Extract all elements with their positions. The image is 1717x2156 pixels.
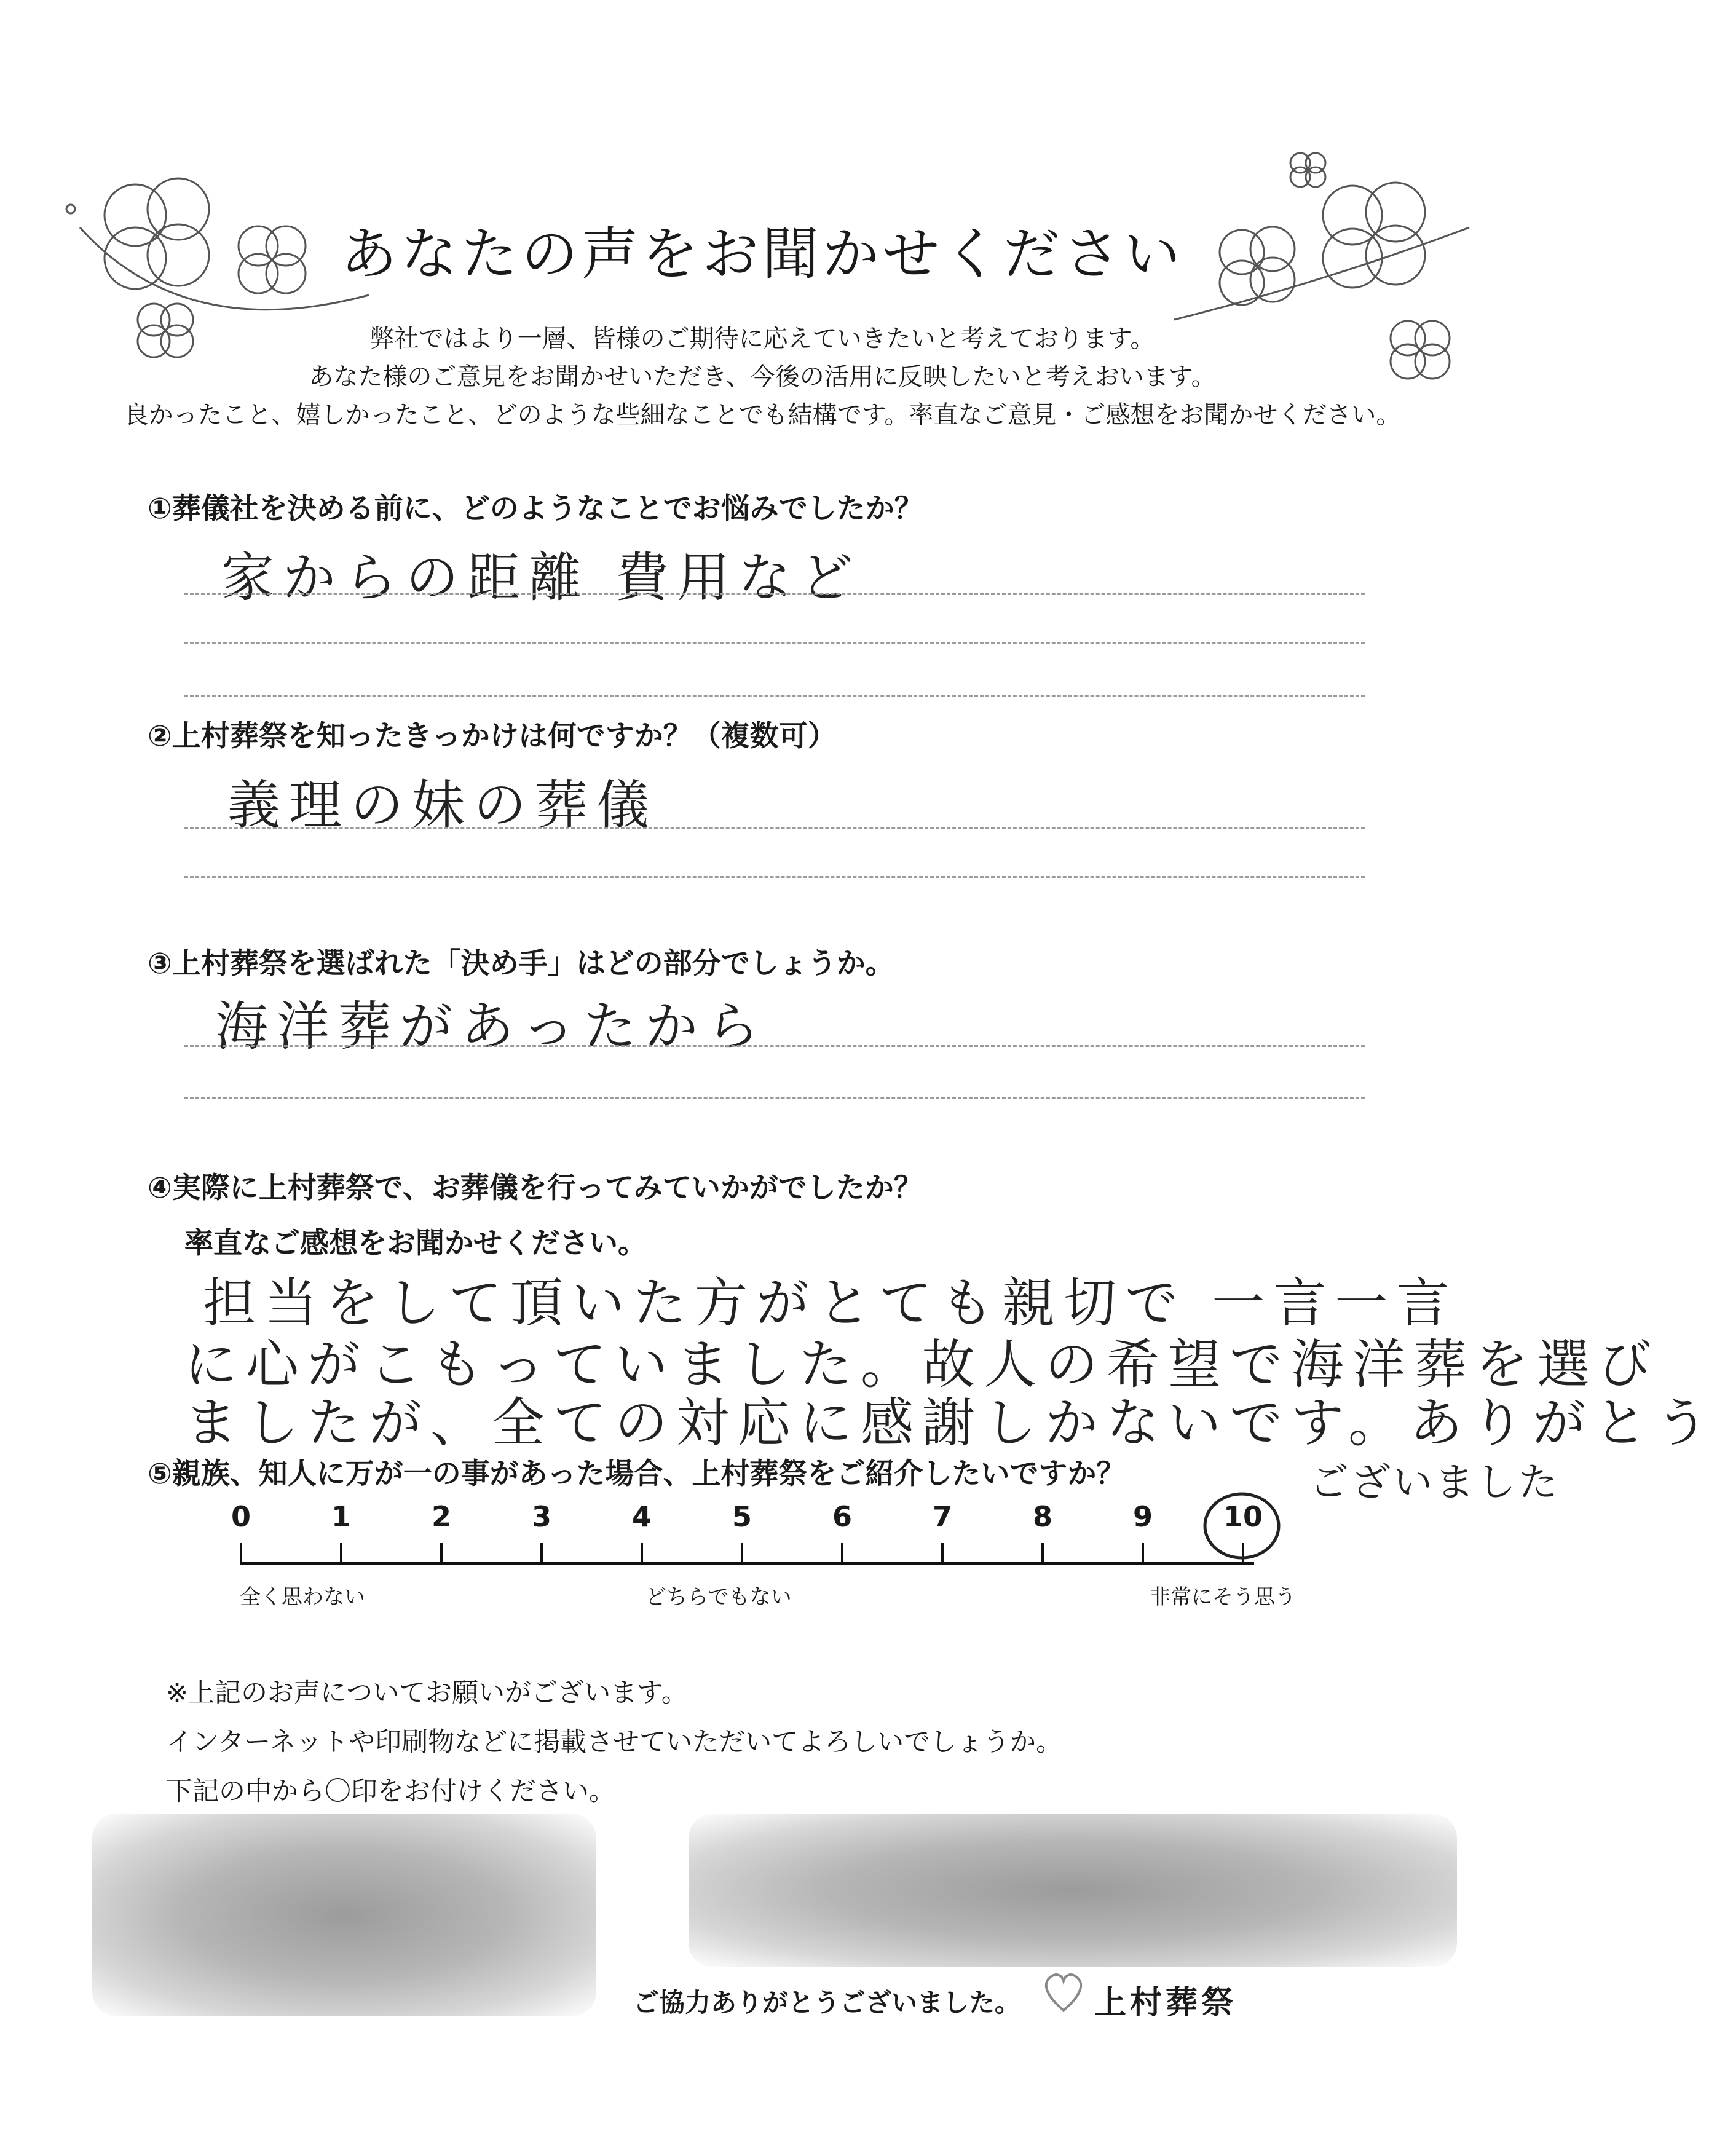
- scale-tick: [540, 1543, 543, 1564]
- scale-tick: [440, 1543, 443, 1564]
- scale-tick: [1142, 1543, 1144, 1564]
- rating-scale-bar: [240, 1562, 1254, 1565]
- question-4-answer-line-2: に心がこもっていました。故人の希望で海洋葬を選び: [184, 1334, 1660, 1396]
- scale-number: 8: [1032, 1500, 1052, 1533]
- scale-number: 7: [932, 1500, 952, 1533]
- selected-rating-circle: [1199, 1488, 1285, 1568]
- question-1-answer: 家からの距離 費用など: [221, 547, 862, 609]
- answer-line: [184, 1045, 1365, 1047]
- scale-number: 0: [231, 1500, 251, 1533]
- question-4-answer-line-4: ございました: [1309, 1460, 1560, 1506]
- scale-tick: [340, 1543, 342, 1564]
- intro-line: 弊社ではより一層、皆様のご期待に応えていきたいと考えております。: [369, 325, 1155, 353]
- question-4-sublabel: 率直なご感想をお聞かせください。: [184, 1226, 647, 1260]
- answer-line: [184, 695, 1365, 697]
- question-3-label: ③上村葬祭を選ばれた「決め手」はどの部分でしょうか。: [148, 947, 894, 981]
- scale-tick: [841, 1543, 843, 1564]
- scale-tick: [240, 1543, 242, 1564]
- answer-line: [184, 876, 1365, 878]
- scale-tick: [1041, 1543, 1044, 1564]
- intro-line: あなた様のご意見をお聞かせいただき、今後の活用に反映したいと考えおいます。: [309, 363, 1216, 391]
- scale-mid-label: どちらでもない: [645, 1585, 792, 1609]
- heart-logo-icon: [1039, 1967, 1088, 2016]
- scale-number: 6: [832, 1500, 852, 1533]
- scale-tick: [741, 1543, 743, 1564]
- answer-line: [184, 1097, 1365, 1099]
- page-title: あなたの声をお聞かせください: [340, 221, 1184, 287]
- redacted-area: [689, 1814, 1457, 1967]
- company-logo: 上村葬祭: [1094, 1984, 1237, 2021]
- note-line: ※上記のお声についてお願いがございます。: [166, 1678, 688, 1708]
- note-line: 下記の中から〇印をお付けください。: [166, 1776, 615, 1807]
- scale-number: 3: [531, 1500, 551, 1533]
- redacted-area: [92, 1814, 596, 2016]
- scale-tick: [641, 1543, 643, 1564]
- scale-number: 1: [331, 1500, 351, 1533]
- scale-number: 2: [431, 1500, 451, 1533]
- scale-low-label: 全く思わない: [240, 1585, 365, 1609]
- question-1-label: ①葬儀社を決める前に、どのようなことでお悩みでしたか？: [148, 492, 923, 526]
- question-2-answer: 義理の妹の葬儀: [227, 775, 658, 836]
- note-line: インターネットや印刷物などに掲載させていただいてよろしいでしょうか。: [166, 1727, 1063, 1758]
- scale-number: 10: [1223, 1500, 1263, 1533]
- scale-number: 9: [1132, 1500, 1153, 1533]
- scale-tick: [941, 1543, 944, 1564]
- question-5-label: ⑤親族、知人に万が一の事があった場合、上村葬祭をご紹介したいですか？: [148, 1457, 1126, 1491]
- answer-line: [184, 593, 1365, 595]
- scale-high-label: 非常にそう思う: [1150, 1585, 1296, 1609]
- answer-line: [184, 827, 1365, 829]
- answer-line: [184, 642, 1365, 644]
- question-3-answer: 海洋葬があったから: [215, 996, 768, 1057]
- footer-thanks: ご協力ありがとうございました。: [633, 1988, 1021, 2018]
- intro-line: 良かったこと、嬉しかったこと、どのような些細なことでも結構です。率直なご意見・ご感想をお聞かせください。: [124, 401, 1401, 429]
- question-2-label: ②上村葬祭を知ったきっかけは何ですか？（複数可）: [148, 719, 837, 753]
- scale-number: 5: [732, 1500, 752, 1533]
- scale-number: 4: [631, 1500, 652, 1533]
- question-4-answer-line-1: 担当をして頂いた方がとても親切で 一言一言: [203, 1273, 1458, 1334]
- question-4-answer-line-3: ましたが、全ての対応に感謝しかないです。ありがとう: [184, 1392, 1717, 1454]
- question-4-label: ④実際に上村葬祭で、お葬儀を行ってみていかがでしたか？: [148, 1171, 923, 1205]
